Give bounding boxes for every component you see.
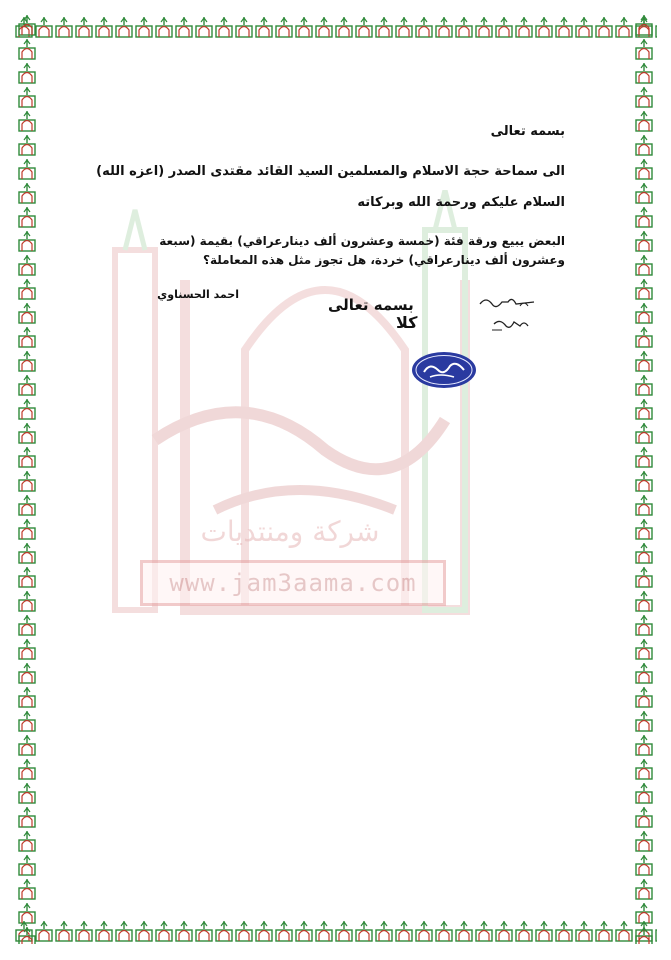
letter-question: البعض يبيع ورقة فئة (خمسة وعشرون ألف دينارعراقي) بقيمة (سبعة وعشرون ألف دينارعراقي) خردة، هل تجوز مثل هذه المعاملة؟ [159, 234, 565, 267]
border-tile-icon [55, 16, 73, 38]
border-tile-icon [18, 590, 36, 612]
border-tile-icon [635, 446, 653, 468]
border-tile-icon [635, 806, 653, 828]
handwritten-signature [472, 290, 542, 338]
border-tile-icon [335, 16, 353, 38]
border-tile-icon [415, 16, 433, 38]
border-tile-icon [175, 920, 193, 942]
border-tile-icon [635, 86, 653, 108]
border-tile-icon [375, 16, 393, 38]
border-tile-icon [135, 920, 153, 942]
border-tile-icon [635, 278, 653, 300]
border-tile-icon [18, 374, 36, 396]
border-tile-icon [215, 16, 233, 38]
border-tile-icon [635, 926, 653, 944]
border-tile-icon [175, 16, 193, 38]
border-tile-icon [255, 920, 273, 942]
border-tile-icon [355, 920, 373, 942]
border-tile-icon [635, 302, 653, 324]
border-tile-icon [18, 758, 36, 780]
border-tile-icon [635, 830, 653, 852]
border-tile-icon [635, 614, 653, 636]
border-tile-icon [18, 926, 36, 944]
border-tile-icon [95, 920, 113, 942]
border-tile-icon [155, 16, 173, 38]
border-tile-icon [75, 920, 93, 942]
border-tile-icon [18, 278, 36, 300]
border-tile-icon [18, 62, 36, 84]
letter-addressee: الى سماحة حجة الاسلام والمسلمين السيد القائد مقتدى الصدر (اعزه الله) [96, 164, 565, 179]
border-tile-icon [235, 920, 253, 942]
border-tile-icon [555, 16, 573, 38]
border-tile-icon [235, 16, 253, 38]
border-tile-icon [315, 16, 333, 38]
border-tile-icon [635, 902, 653, 924]
official-seal [410, 350, 478, 390]
border-tile-icon [255, 16, 273, 38]
border-tile-icon [635, 422, 653, 444]
border-tile-icon [635, 158, 653, 180]
border-tile-icon [18, 302, 36, 324]
border-tile-icon [215, 920, 233, 942]
watermark-url-box [140, 560, 446, 606]
letter-greeting: السلام عليكم ورحمة الله وبركاته [357, 195, 565, 210]
border-tile-icon [635, 110, 653, 132]
border-tile-icon [275, 920, 293, 942]
border-tile-icon [635, 710, 653, 732]
border-tile-icon [635, 230, 653, 252]
border-tile-icon [18, 254, 36, 276]
border-tile-icon [635, 62, 653, 84]
border-tile-icon [635, 518, 653, 540]
border-tile-icon [315, 920, 333, 942]
border-tile-icon [18, 134, 36, 156]
border-tile-icon [75, 16, 93, 38]
border-tile-icon [635, 542, 653, 564]
border-tile-icon [18, 518, 36, 540]
border-tile-icon [635, 662, 653, 684]
border-tile-icon [18, 830, 36, 852]
border-tile-icon [18, 206, 36, 228]
border-tile-icon [18, 350, 36, 372]
answer-title: بسمه تعالى [328, 296, 414, 314]
border-tile-icon [195, 920, 213, 942]
border-tile-icon [635, 878, 653, 900]
border-tile-icon [375, 920, 393, 942]
border-tile-icon [435, 920, 453, 942]
border-tile-icon [635, 134, 653, 156]
border-tile-icon [635, 734, 653, 756]
sender-name: احمد الحسناوي [157, 288, 239, 301]
border-tile-icon [335, 920, 353, 942]
border-tile-icon [135, 16, 153, 38]
border-tile-icon [18, 878, 36, 900]
border-tile-icon [18, 542, 36, 564]
border-tile-icon [635, 374, 653, 396]
watermark-url: www.jam3aama.com [169, 569, 417, 597]
border-tile-icon [635, 14, 653, 36]
border-tile-icon [295, 16, 313, 38]
border-tile-icon [18, 182, 36, 204]
border-tile-icon [18, 566, 36, 588]
border-tile-icon [455, 920, 473, 942]
border-tile-icon [555, 920, 573, 942]
border-tile-icon [395, 920, 413, 942]
border-tile-icon [635, 470, 653, 492]
border-tile-icon [18, 734, 36, 756]
border-top [14, 14, 657, 40]
border-tile-icon [295, 920, 313, 942]
border-tile-icon [515, 920, 533, 942]
border-tile-icon [535, 920, 553, 942]
border-tile-icon [18, 710, 36, 732]
border-tile-icon [18, 470, 36, 492]
border-tile-icon [18, 614, 36, 636]
border-tile-icon [275, 16, 293, 38]
border-tile-icon [435, 16, 453, 38]
border-tile-icon [495, 16, 513, 38]
border-tile-icon [115, 920, 133, 942]
border-bottom [14, 918, 657, 944]
border-right [631, 14, 657, 944]
border-tile-icon [18, 38, 36, 60]
border-left [14, 14, 40, 944]
border-tile-icon [18, 158, 36, 180]
border-tile-icon [475, 920, 493, 942]
border-tile-icon [18, 902, 36, 924]
border-tile-icon [18, 806, 36, 828]
border-tile-icon [595, 920, 613, 942]
border-tile-icon [475, 16, 493, 38]
border-tile-icon [515, 16, 533, 38]
border-tile-icon [635, 854, 653, 876]
border-tile-icon [535, 16, 553, 38]
border-tile-icon [635, 398, 653, 420]
border-tile-icon [575, 16, 593, 38]
border-tile-icon [575, 920, 593, 942]
border-tile-icon [18, 686, 36, 708]
border-tile-icon [635, 758, 653, 780]
border-tile-icon [635, 326, 653, 348]
border-tile-icon [18, 422, 36, 444]
border-tile-icon [635, 782, 653, 804]
border-tile-icon [18, 494, 36, 516]
border-tile-icon [195, 16, 213, 38]
border-tile-icon [635, 254, 653, 276]
border-tile-icon [635, 590, 653, 612]
watermark-subtitle: شركة ومنتديات [200, 515, 380, 548]
border-tile-icon [18, 446, 36, 468]
border-tile-icon [18, 86, 36, 108]
border-tile-icon [495, 920, 513, 942]
border-tile-icon [595, 16, 613, 38]
border-tile-icon [635, 182, 653, 204]
border-tile-icon [415, 920, 433, 942]
border-tile-icon [455, 16, 473, 38]
border-tile-icon [18, 638, 36, 660]
border-tile-icon [18, 854, 36, 876]
border-tile-icon [18, 110, 36, 132]
border-tile-icon [635, 686, 653, 708]
border-tile-icon [18, 14, 36, 36]
border-tile-icon [635, 206, 653, 228]
border-tile-icon [635, 350, 653, 372]
answer-text: كلا [396, 313, 418, 332]
border-tile-icon [635, 638, 653, 660]
border-tile-icon [18, 398, 36, 420]
border-tile-icon [635, 494, 653, 516]
border-tile-icon [635, 566, 653, 588]
border-tile-icon [55, 920, 73, 942]
border-tile-icon [115, 16, 133, 38]
border-tile-icon [635, 38, 653, 60]
border-tile-icon [18, 782, 36, 804]
border-tile-icon [95, 16, 113, 38]
letter-opening: بسمه تعالى [490, 124, 565, 139]
border-tile-icon [355, 16, 373, 38]
border-tile-icon [395, 16, 413, 38]
border-tile-icon [18, 326, 36, 348]
border-tile-icon [155, 920, 173, 942]
border-tile-icon [18, 662, 36, 684]
border-tile-icon [18, 230, 36, 252]
